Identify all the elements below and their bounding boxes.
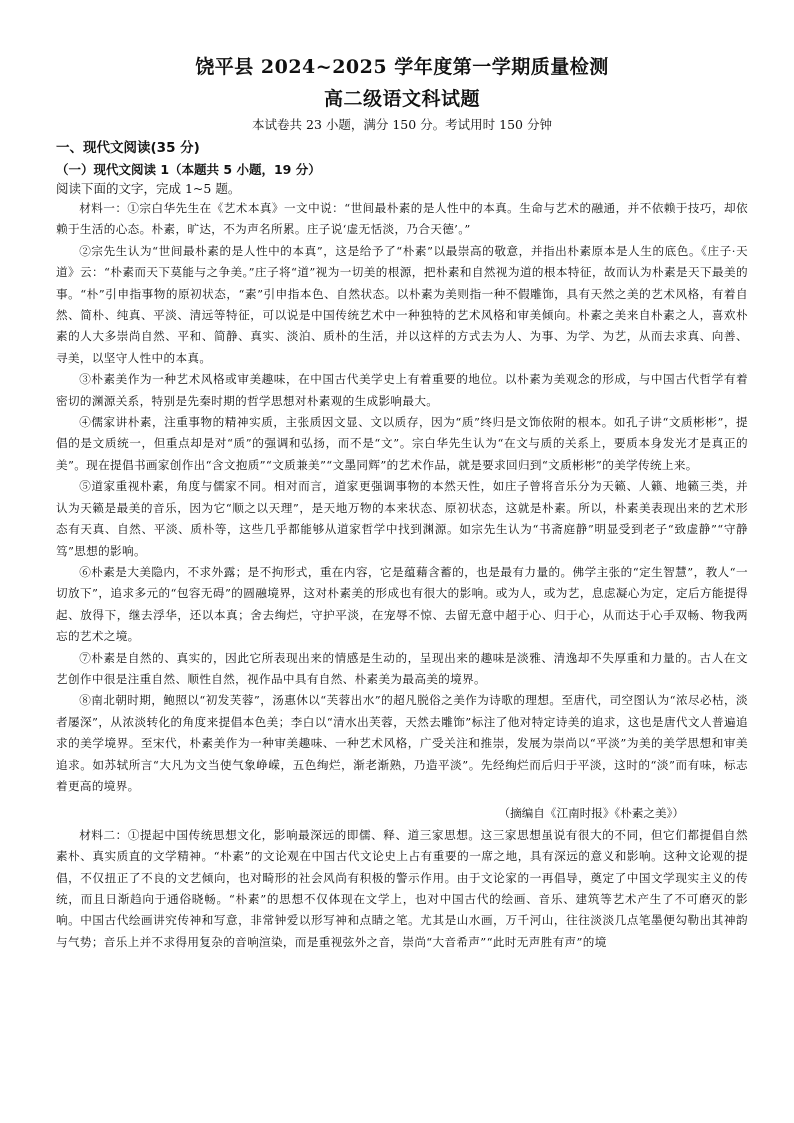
material-paragraph: ④儒家讲朴素，注重事物的精神实质，主张质因文显、文以质存，因为“质”终归是文饰依附的根本。如孔子讲“文质彬彬”，提倡的是文质统一，但重点却是对“质”的强调和弘扬，而不是“文”。宗白华先生认为“在文与质的关系上，要质本身发光才是真正的美”。现在提倡书画家创作出“含文抱质”“文质兼美”“文墨同辉”的艺术作品，就是要求回归到“文质彬彬”的美学传统上来。 (56, 415, 748, 472)
material-paragraph: ③朴素美作为一种艺术风格或审美趣味，在中国古代美学史上有着重要的地位。以朴素为美观念的形成，与中国古代哲学有着密切的渊源关系，特别是先秦时期的哲学思想对朴素观的生成影响最大。 (56, 372, 748, 408)
exam-title: 饶平县 2024~2025 学年度第一学期质量检测 (195, 56, 609, 78)
material-paragraph: ⑤道家重视朴素，角度与儒家不同。相对而言，道家更强调事物的本然天性，如庄子曾将音乐分为天籁、人籁、地籁三类，并认为天籁是最美的音乐，因为它“顺之以天理”，是天地万物的本来状态、原初状态，这就是朴素。所以，朴素美表现出来的艺术形态有天真、自然、平淡、质朴等，这些几乎都能够从道家哲学中找到渊源。如宗先生认为“书斋庭静”明显受到老子“致虚静”“守静笃”思想的影响。 (56, 479, 748, 558)
subsection-heading: （一）现代文阅读 1（本题共 5 小题，19 分） (56, 162, 321, 177)
reading-instruction: 阅读下面的文字，完成 1~5 题。 (56, 181, 241, 196)
material-one (56, 198, 748, 797)
exam-subtitle: 高二级语文科试题 (323, 88, 480, 110)
material-paragraph: ⑥朴素是大美隐内，不求外露；是不拘形式，重在内容，它是蕴藉含蓄的，也是最有力量的。佛学主张的“定生智慧”，教人“一切放下”，追求多元的“包容无碍”的圆融境界，这对朴素美的形成也有很大的影响。或为人，或为艺，息虑凝心为定，定后方能提得起、放得下，继去浮华，还以本真；舍去绚烂，守护平淡，在宠辱不惊、去留无意中超于心、归于心，从而达于心手双畅、物我两忘的艺术之境。 (56, 564, 748, 644)
material-two (56, 825, 748, 953)
exam-info: 本试卷共 23 小题，满分 150 分。考试用时 150 分钟 (252, 117, 552, 132)
material-source: （摘编自《江南时报》《朴素之美》） (498, 806, 684, 821)
material-paragraph: ⑦朴素是自然的、真实的，因此它所表现出来的情感是生动的，呈现出来的趣味是淡雅、清逸却不失厚重和力量的。古人在文艺创作中很是注重自然、顺性自然，视作品中具有自然、朴素美为最高美的境界。 (56, 650, 748, 686)
material-paragraph: ⑧南北朝时期，鲍照以“初发芙蓉”，汤惠休以“芙蓉出水”的超凡脱俗之美作为诗歌的理想。至唐代，司空图认为“浓尽必枯，淡者屡深”，从浓淡转化的角度来提倡本色美；李白以“清水出芙蓉，天然去雕饰”标注了他对特定诗美的追求，这也是唐代文人普遍追求的美学境界。至宋代，朴素美作为一种审美趣味、一种艺术风格，广受关注和推崇，发展为崇尚以“平淡”为美的美学思想和审美追求。如苏轼所言“大凡为文当使气象峥嵘，五色绚烂，渐老渐熟，乃造平淡”。先经绚烂而后归于平淡，这时的“淡”而有味，标志着更高的境界。 (56, 693, 748, 793)
material-paragraph: 材料二：①提起中国传统思想文化，影响最深远的即儒、释、道三家思想。这三家思想虽说有很大的不同，但它们都提倡自然素朴、真实质直的文学精神。“朴素”的文论观在中国古代文论史上占有重要的一席之地，具有深远的意义和影响。这种文论观的提倡，不仅扭正了不良的文艺倾向，也对畸形的社会风尚有积极的警示作用。由于文论家的一再倡导，奠定了中国文学现实主义的传统，而且日渐趋向于通俗晓畅。“朴素”的思想不仅体现在文学上，也对中国古代的绘画、音乐、建筑等艺术产生了不可磨灭的影响。中国古代绘画讲究传神和写意，非常钟爱以形写神和点睛之笔。尤其是山水画，万千河山，往往淡淡几点笔墨便勾勒出其神韵与气势；音乐上并不求得用复杂的音响渲染，而是重视弦外之音，崇尚“大音希声”“此时无声胜有声”的境 (56, 827, 748, 949)
material-paragraph: ②宗先生认为“世间最朴素的是人性中的本真”，这是给予了“朴素”以最崇高的敬意，并指出朴素原本是人生的底色。《庄子·天道》云：“朴素而天下莫能与之争美。”庄子将“道”视为一切美的根源，把朴素和自然视为道的根本特征，故而认为朴素是天下最美的事。“朴”引申指事物的原初状态，“素”引申指本色、自然状态。以朴素为美则指一种不假雕饰，具有天然之美的艺术风格，有着自然、简朴、纯真、平淡、清远等特征，可以说是中国传统艺术中一种独特的艺术风格和审美倾向。朴素之美来自朴素之人，喜欢朴素的人大多崇尚自然、平和、简静、真实、淡泊、质朴的生活，并以这样的方式去为人、为事、为学、为艺，从而去求真、向善、寻美，以坚守人性中的本真。 (56, 243, 748, 365)
material-paragraph: 材料一：①宗白华先生在《艺术本真》一文中说：“世间最朴素的是人性中的本真。生命与艺术的融通，并不依赖于技巧，却依赖于生活的心态。朴素，旷达，不为声名所累。庄子说‘虚无恬淡，乃合天德’。” (56, 201, 748, 237)
section-heading: 一、现代文阅读(35 分) (56, 140, 200, 156)
